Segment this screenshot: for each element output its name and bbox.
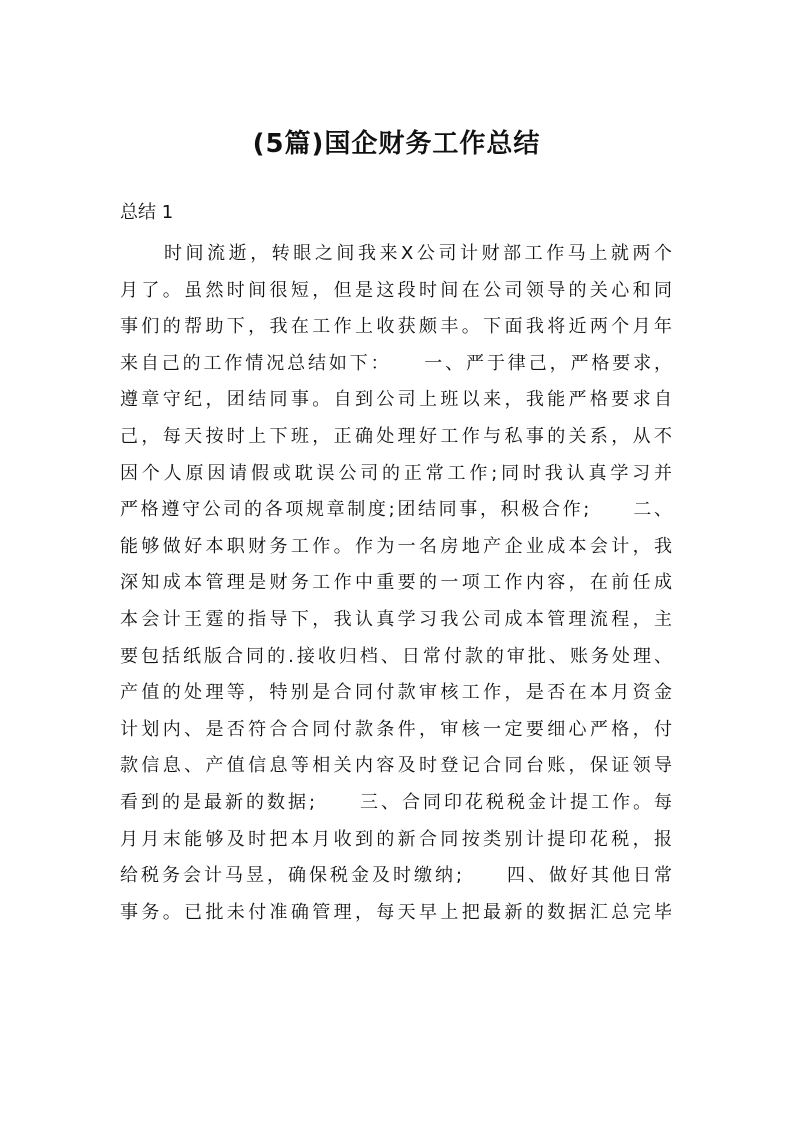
text-line: 月了。虽然时间很短，但是这段时间在公司领导的关心和同 <box>120 279 672 301</box>
text-line: 来自己的工作情况总结如下： 一、严于律己，严格要求， <box>120 352 672 374</box>
text-line: 深知成本管理是财务工作中重要的一项工作内容，在前任成 <box>120 572 672 594</box>
text-line: 本会计王霆的指导下，我认真学习我公司成本管理流程，主 <box>120 608 672 630</box>
text-line: 严格遵守公司的各项规章制度;团结同事，积极合作; 二、 <box>120 499 672 521</box>
text-line: 能够做好本职财务工作。作为一名房地产企业成本会计，我 <box>120 535 672 557</box>
text-line: 要包括纸版合同的.接收归档、日常付款的审批、账务处理、 <box>120 645 672 667</box>
text-line: 遵章守纪，团结同事。自到公司上班以来，我能严格要求自 <box>120 389 672 411</box>
text-line: 计划内、是否符合合同付款条件，审核一定要细心严格，付 <box>120 718 672 740</box>
text-line: 产值的处理等，特别是合同付款审核工作，是否在本月资金 <box>120 682 672 704</box>
text-line: 时间流逝，转眼之间我来X公司计财部工作马上就两个 <box>164 243 672 264</box>
text-line: 给税务会计马昱，确保税金及时缴纳; 四、做好其他日常 <box>120 865 672 887</box>
text-line: 看到的是最新的数据; 三、合同印花税税金计提工作。每 <box>120 791 672 813</box>
text-line: 因个人原因请假或耽误公司的正常工作;同时我认真学习并 <box>120 462 672 484</box>
text-line: 事们的帮助下，我在工作上收获颇丰。下面我将近两个月年 <box>120 316 672 338</box>
text-line: 款信息、产值信息等相关内容及时登记合同台账，保证领导 <box>120 755 672 777</box>
text-line: 己，每天按时上下班，正确处理好工作与私事的关系，从不 <box>120 425 672 447</box>
body-text <box>120 236 680 931</box>
document-title: (5篇)国企财务工作总结 <box>252 129 541 159</box>
text-line: 事务。已批未付准确管理，每天早上把最新的数据汇总完毕 <box>120 901 672 923</box>
section-heading: 总结 1 <box>120 202 174 223</box>
text-line: 月月末能够及时把本月收到的新合同按类别计提印花税，报 <box>120 828 672 850</box>
